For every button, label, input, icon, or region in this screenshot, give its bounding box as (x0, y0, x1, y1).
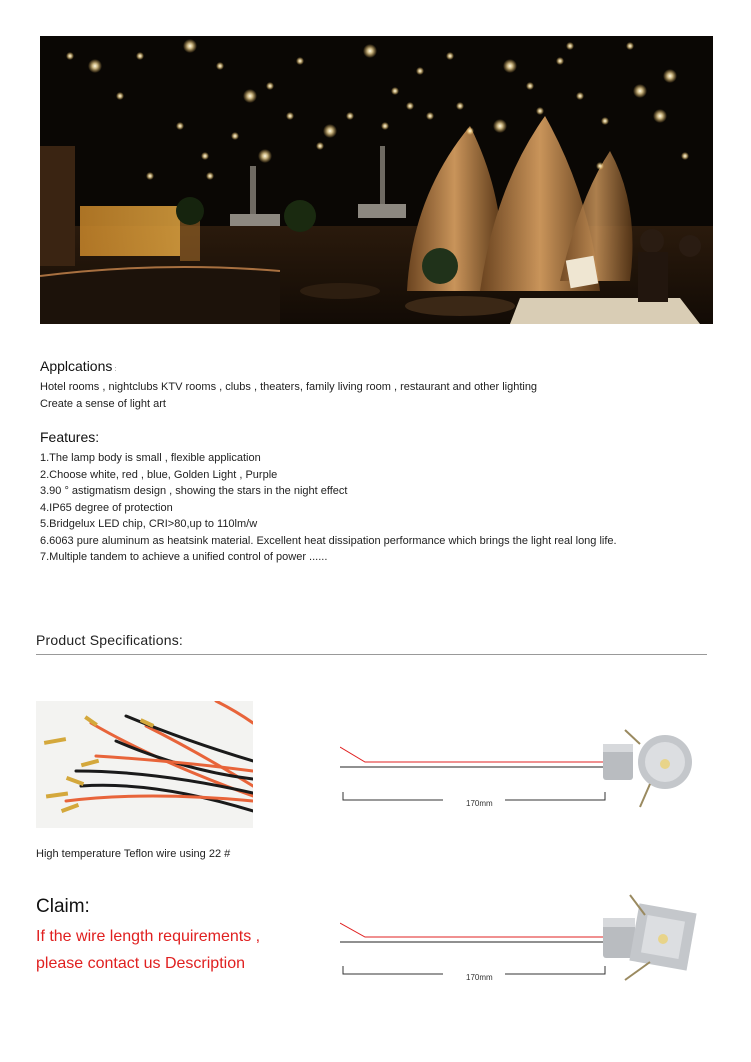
ceiling-star (653, 109, 667, 123)
ceiling-star (296, 57, 304, 65)
claim-heading: Claim: (36, 896, 90, 917)
feature-item: 1.The lamp body is small , flexible application (40, 452, 261, 464)
ceiling-star (286, 112, 294, 120)
ceiling-star (503, 59, 517, 73)
hero-photo (40, 36, 713, 324)
ceiling-star (406, 102, 414, 110)
ceiling-star (601, 117, 609, 125)
section-divider (36, 654, 707, 655)
claim-line: please contact us Description (36, 955, 245, 972)
teflon-wire-photo (36, 701, 253, 828)
ceiling-star (446, 52, 454, 60)
applications-text (40, 379, 537, 412)
length-label: 170mm (466, 799, 493, 808)
ceiling-star (556, 57, 564, 65)
ceiling-star (231, 132, 239, 140)
ceiling-star (456, 102, 464, 110)
ceiling-star (526, 82, 534, 90)
ceiling-star (346, 112, 354, 120)
ceiling-star (576, 92, 584, 100)
ceiling-star (426, 112, 434, 120)
ceiling-star (316, 142, 324, 150)
ceiling-star (596, 162, 604, 170)
ceiling-star (663, 69, 677, 83)
feature-item: 3.90 ° astigmatism design , showing the stars in the night effect (40, 485, 348, 497)
ceiling-star (493, 119, 507, 133)
ceiling-star (201, 152, 209, 160)
ceiling-star (266, 82, 274, 90)
dimension-diagram-round (340, 722, 700, 812)
ceiling-star (381, 122, 389, 130)
ceiling-star (626, 42, 634, 50)
ceiling-star (416, 67, 424, 75)
features-heading: Features: (40, 429, 100, 445)
ceiling-star (66, 52, 74, 60)
ceiling-star (681, 152, 689, 160)
feature-item: 5.Bridgelux LED chip, CRI>80,up to 110lm/w (40, 518, 258, 530)
applications-line: Hotel rooms , nightclubs KTV rooms , clubs , theaters, family living room , restaurant and other lighting (40, 381, 538, 393)
ceiling-star (116, 92, 124, 100)
ceiling-star (258, 149, 272, 163)
ceiling-star (633, 84, 647, 98)
ceiling-star (176, 122, 184, 130)
feature-item: 2.Choose white, red , blue, Golden Light , Purple (40, 468, 278, 481)
ceiling-star (146, 172, 154, 180)
ceiling-star (183, 39, 197, 53)
ceiling-star (323, 124, 337, 138)
ceiling-star (566, 42, 574, 50)
ceiling-star (243, 89, 257, 103)
wire-caption: High temperature Teflon wire using 22 # (36, 848, 231, 860)
applications-heading (40, 358, 116, 374)
ceiling-star (136, 52, 144, 60)
specifications-heading: Product Specifications: (36, 632, 184, 648)
dimension-diagram-square (340, 890, 705, 990)
ceiling-star (88, 59, 102, 73)
applications-line: Create a sense of light art (40, 397, 166, 410)
applications-title: Applcations (40, 358, 113, 374)
length-label: 170mm (466, 973, 493, 982)
ceiling-star (391, 87, 399, 95)
applications-title-colon: : (114, 366, 117, 373)
features-list (40, 450, 617, 566)
ceiling-star (206, 172, 214, 180)
claim-line: If the wire length requirements , (36, 928, 261, 945)
ceiling-star (363, 44, 377, 58)
ceiling-star (466, 127, 474, 135)
ceiling-star (216, 62, 224, 70)
ceiling-star (536, 107, 544, 115)
feature-item: 6.6063 pure aluminum as heatsink material. Excellent heat dissipation performance which brings the light real long life. (40, 534, 617, 547)
feature-item: 4.IP65 degree of protection (40, 501, 173, 514)
feature-item: 7.Multiple tandem to achieve a unified control of power ...... (40, 551, 328, 563)
